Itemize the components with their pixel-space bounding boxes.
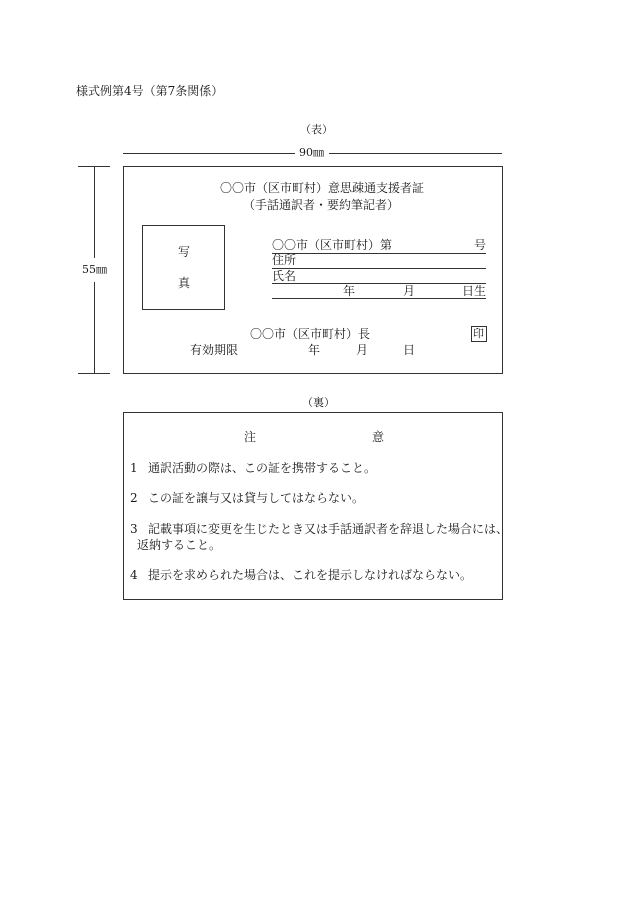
notice-item-3-num: 3 bbox=[130, 522, 138, 536]
card-number-suffix: 号 bbox=[474, 238, 487, 252]
notice-title-char-1: 注 bbox=[244, 430, 257, 444]
width-dimension-line-right bbox=[329, 153, 502, 154]
seal-label: 印 bbox=[473, 327, 484, 340]
notice-item-4-num: 4 bbox=[130, 568, 138, 582]
height-dimension-tick-bottom bbox=[78, 373, 110, 374]
name-underline bbox=[272, 283, 486, 284]
validity-day: 日 bbox=[403, 343, 416, 357]
width-dimension-line-left bbox=[123, 153, 295, 154]
dob-underline bbox=[272, 298, 486, 299]
validity-month: 月 bbox=[356, 343, 369, 357]
dob-month: 月 bbox=[403, 284, 416, 298]
photo-char-2: 真 bbox=[178, 276, 191, 290]
notice-item-3-text: 記載事項に変更を生じたとき又は手話通訳者を辞退した場合には、 bbox=[148, 522, 509, 536]
notice-item-4-text: 提示を求められた場合は、これを提示しなければならない。 bbox=[148, 568, 473, 582]
issuer: 〇〇市（区市町村）長 bbox=[250, 327, 371, 341]
card-title: 〇〇市（区市町村）意思疎通支援者証 bbox=[220, 181, 425, 195]
height-dimension-line-top bbox=[94, 166, 95, 258]
notice-item-2-num: 2 bbox=[130, 491, 138, 505]
notice-item-2-text: この証を譲与又は貸与してはならない。 bbox=[148, 491, 365, 505]
form-heading: 様式例第4号（第7条関係） bbox=[76, 84, 224, 98]
dob-day: 日生 bbox=[462, 284, 487, 298]
card-number-prefix: 〇〇市（区市町村）第 bbox=[272, 238, 393, 252]
address-underline bbox=[272, 268, 486, 269]
height-dimension-line-bottom bbox=[94, 282, 95, 373]
validity-year: 年 bbox=[308, 343, 321, 357]
photo-char-1: 写 bbox=[178, 245, 191, 259]
name-label: 氏名 bbox=[272, 269, 297, 283]
notice-item-1-text: 通訳活動の際は、この証を携帯すること。 bbox=[148, 461, 377, 475]
back-side-label: （裏） bbox=[302, 396, 335, 409]
notice-item-3-continuation: 返納すること。 bbox=[137, 538, 222, 552]
number-underline bbox=[272, 253, 486, 254]
front-side-label: （表） bbox=[300, 123, 333, 136]
height-dimension-label: 55㎜ bbox=[82, 263, 107, 276]
address-label: 住所 bbox=[272, 253, 297, 267]
width-dimension-label: 90㎜ bbox=[299, 146, 324, 159]
photo-box bbox=[142, 225, 225, 310]
notice-item-1-num: 1 bbox=[130, 461, 138, 475]
validity-label: 有効期限 bbox=[190, 343, 239, 357]
card-subtitle: （手話通訳者・要約筆記者） bbox=[243, 198, 400, 212]
dob-year: 年 bbox=[343, 284, 356, 298]
notice-title-char-2: 意 bbox=[372, 430, 385, 444]
